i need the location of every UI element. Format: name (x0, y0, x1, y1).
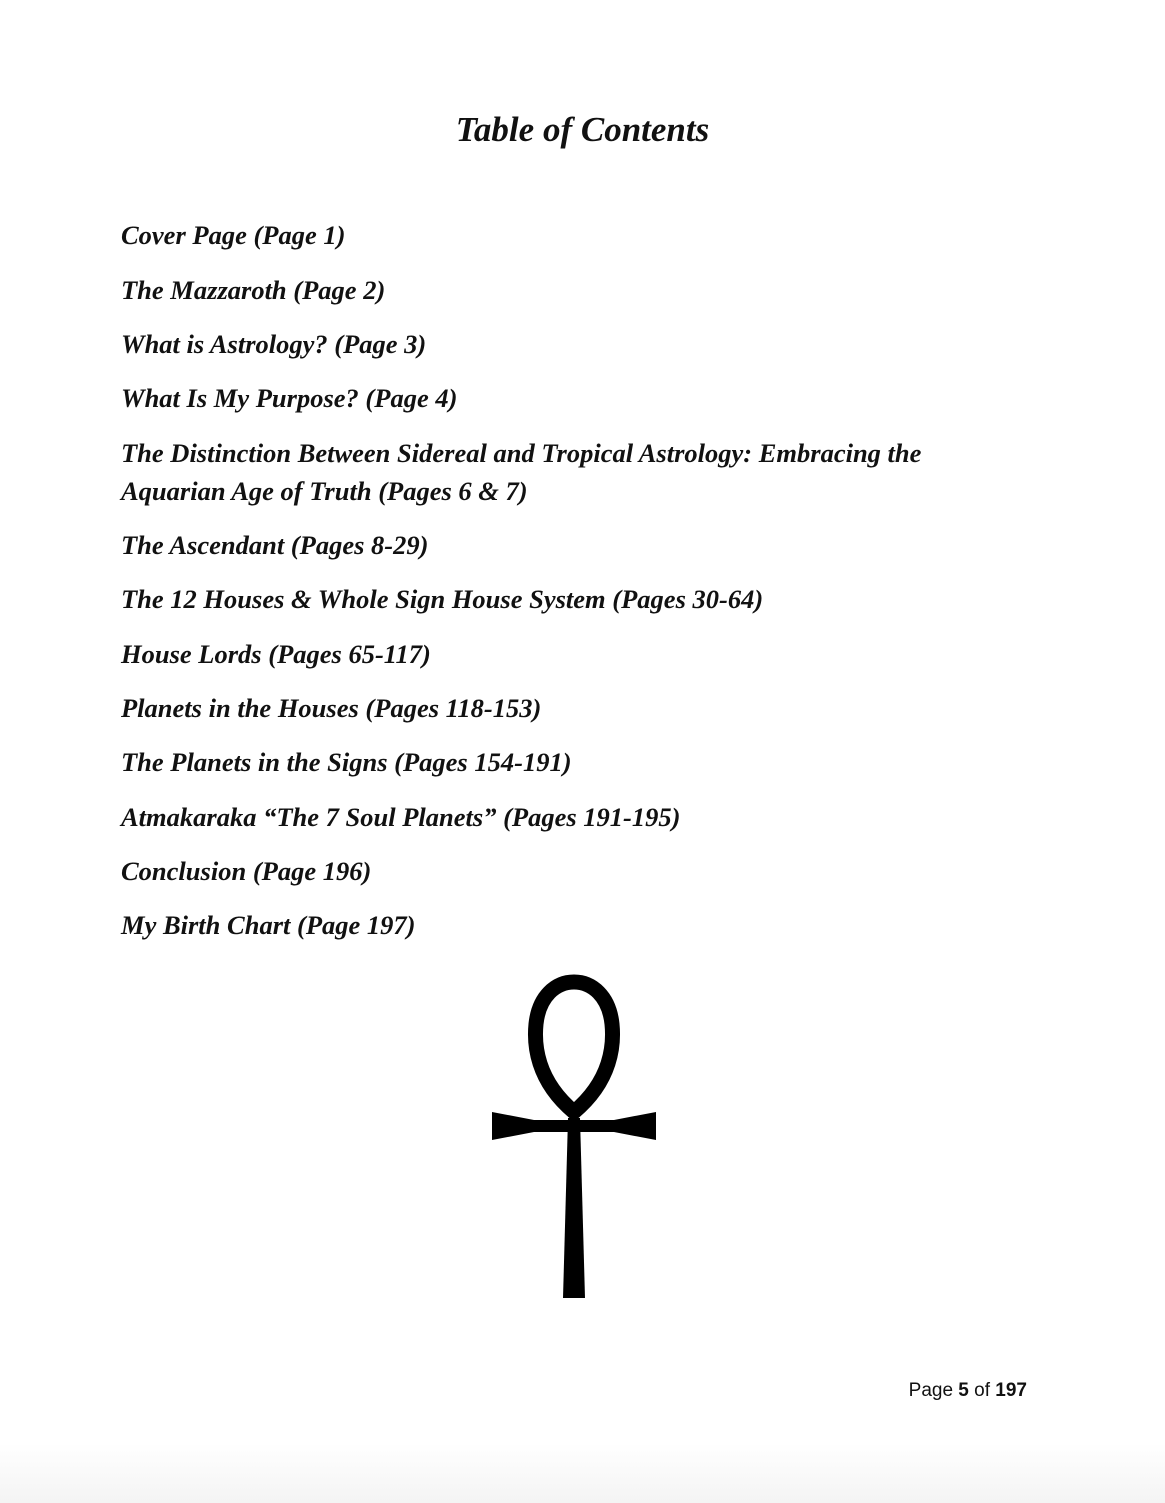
toc-item-planets-in-signs: The Planets in the Signs (Pages 154-191) (121, 747, 572, 777)
toc-item-house-lords: House Lords (Pages 65-117) (121, 639, 431, 669)
toc-item-mazzaroth: The Mazzaroth (Page 2) (121, 275, 386, 305)
page-number (909, 1378, 1027, 1404)
toc-item-what-is-astrology: What is Astrology? (Page 3) (121, 329, 427, 359)
page-bottom-shadow (0, 1443, 1165, 1503)
toc-item-conclusion: Conclusion (Page 196) (121, 856, 372, 886)
toc-item-planets-in-houses: Planets in the Houses (Pages 118-153) (121, 693, 542, 723)
toc-item-sidereal-tropical: The Distinction Between Sidereal and Tropical Astrology: Embracing the Aquarian Age of Truth (Pages 6 & 7) (121, 438, 922, 506)
toc-item-purpose: What Is My Purpose? (Page 4) (121, 383, 458, 413)
page-title: Table of Contents (455, 110, 710, 149)
page-number-prefix: Page (908, 1380, 954, 1401)
total-pages: 197 (995, 1380, 1027, 1401)
current-page: 5 (958, 1380, 969, 1401)
toc-item-birth-chart: My Birth Chart (Page 197) (121, 910, 416, 940)
toc-item-houses: The 12 Houses & Whole Sign House System (Pages 30-64) (121, 584, 764, 614)
page-number-of: of (974, 1380, 991, 1401)
ankh-icon (490, 972, 658, 1300)
toc-item-atmakaraka: Atmakaraka “The 7 Soul Planets” (Pages 191-195) (121, 802, 681, 832)
toc-item-ascendant: The Ascendant (Pages 8-29) (121, 530, 429, 560)
toc-item-cover-page: Cover Page (Page 1) (121, 220, 346, 250)
